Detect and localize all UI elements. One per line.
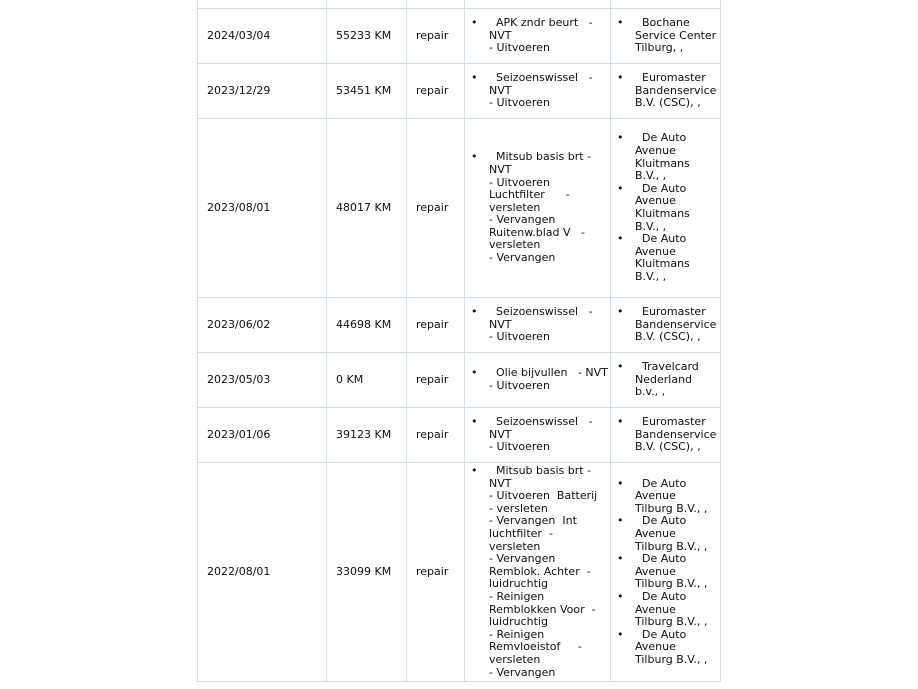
mileage-cell: 0 KM — [327, 353, 407, 408]
bullet-icon: • — [471, 150, 478, 164]
text-line: - Vervangen — [489, 213, 556, 227]
text-line: B.V., , — [635, 169, 667, 183]
text-line: De Auto — [635, 514, 687, 528]
date-cell: 2023/06/02 — [198, 298, 327, 353]
mileage-cell: 55233 KM — [327, 9, 407, 64]
work-item — [471, 416, 607, 454]
table-row — [198, 9, 721, 64]
garage-list — [617, 17, 717, 55]
bullet-icon: • — [617, 131, 624, 145]
text-line: Mitsub basis brt - — [489, 150, 592, 164]
text-line: Kluitmans — [635, 207, 690, 220]
text-line: Bandenservice — [635, 83, 717, 97]
text-line: - Uitvoeren — [489, 41, 550, 55]
work-cell — [465, 0, 611, 9]
work-list — [471, 367, 607, 392]
garage-cell — [611, 119, 721, 298]
garage-cell — [611, 353, 721, 408]
text-line: NVT — [489, 427, 512, 441]
bullet-icon: • — [617, 476, 624, 490]
text-line: Avenue — [635, 244, 676, 258]
garage-item — [617, 515, 717, 553]
text-line: NVT — [489, 317, 512, 331]
text-line: Remblokken Voor - — [489, 602, 596, 616]
bullet-icon: • — [617, 627, 624, 641]
garage-cell — [611, 64, 721, 119]
work-list — [471, 17, 607, 55]
mileage-cell: 33099 KM — [327, 463, 407, 682]
text-line: - Vervangen — [489, 251, 556, 265]
text-line: Tilburg B.V., , — [635, 577, 708, 591]
garage-cell — [611, 463, 721, 682]
text-line: B.V. (CSC), , — [635, 440, 701, 454]
garage-item — [617, 416, 717, 454]
text-line: Ruitenw.blad V - — [489, 225, 585, 239]
mileage-cell: 53451 KM — [327, 64, 407, 119]
bullet-icon: • — [617, 181, 624, 195]
bullet-icon: • — [471, 16, 478, 30]
work-item — [471, 367, 607, 392]
text-line: De Auto — [635, 552, 687, 566]
garage-list — [617, 72, 717, 110]
garage-list — [617, 416, 717, 454]
text-line: Avenue — [635, 489, 676, 503]
text-line: B.V., , — [635, 219, 667, 233]
text-line: b.v., , — [635, 385, 666, 399]
table-row — [198, 463, 721, 682]
text-line: Tilburg B.V., , — [635, 615, 708, 629]
maintenance-table — [197, 0, 721, 682]
text-line: Tilburg B.V., , — [635, 501, 708, 515]
garage-list — [617, 132, 717, 283]
work-list — [471, 465, 607, 679]
mileage-cell: 44698 KM — [327, 298, 407, 353]
text-line: Service Center — [635, 28, 717, 42]
garage-item — [617, 591, 717, 629]
garage-item — [617, 629, 717, 667]
text-line: Avenue — [635, 526, 676, 540]
text-line: Tilburg B.V., , — [635, 652, 708, 666]
text-line: Seizoenswissel - — [489, 305, 593, 319]
work-list — [471, 306, 607, 344]
table-row — [198, 408, 721, 463]
garage-item — [617, 17, 717, 55]
text-line: Euromaster — [635, 305, 706, 319]
mileage-cell: 39123 KM — [327, 408, 407, 463]
garage-item — [617, 306, 717, 344]
type-cell: repair — [407, 408, 465, 463]
text-line: versleten — [489, 200, 541, 214]
garage-cell — [611, 408, 721, 463]
text-line: NVT — [489, 476, 512, 490]
text-line: versleten — [489, 652, 541, 666]
text-line: Nederland — [635, 372, 693, 386]
text-line: versleten — [489, 238, 541, 252]
maintenance-table-body — [198, 0, 721, 682]
type-cell: repair — [407, 353, 465, 408]
work-list — [471, 151, 607, 264]
bullet-icon: • — [617, 232, 624, 246]
table-row-previous-partial — [198, 0, 721, 9]
garage-item — [617, 183, 717, 233]
text-line: - Reinigen — [489, 627, 545, 641]
text-line: - Uitvoeren Batterij — [489, 489, 598, 503]
work-cell — [465, 463, 611, 682]
text-line: De Auto — [635, 232, 687, 246]
table-row — [198, 298, 721, 353]
text-line: Seizoenswissel - — [489, 415, 593, 429]
text-line: Travelcard — [635, 360, 699, 374]
text-line: luchtfilter - — [489, 526, 553, 540]
text-line: De Auto — [635, 589, 687, 603]
work-item — [471, 465, 607, 679]
text-line: Tilburg, , — [635, 41, 684, 55]
work-cell — [465, 408, 611, 463]
bullet-icon: • — [617, 514, 624, 528]
text-line: Kluitmans — [635, 257, 690, 271]
bullet-icon: • — [471, 415, 478, 429]
type-cell: repair — [407, 119, 465, 298]
bullet-icon: • — [617, 305, 624, 319]
mileage-cell — [327, 0, 407, 9]
date-cell: 2023/05/03 — [198, 353, 327, 408]
text-line: - Uitvoeren — [489, 379, 550, 392]
text-line: Seizoenswissel - — [489, 71, 593, 85]
garage-cell — [611, 0, 721, 9]
date-cell: 2024/03/04 — [198, 9, 327, 64]
work-item — [471, 151, 607, 264]
work-item — [471, 306, 607, 344]
text-line: B.V. (CSC), , — [635, 96, 701, 110]
text-line: Bandenservice — [635, 427, 717, 441]
table-row — [198, 119, 721, 298]
date-cell — [198, 0, 327, 9]
garage-list — [617, 361, 717, 399]
text-line: De Auto — [635, 181, 687, 195]
text-line: Tilburg B.V., , — [635, 539, 708, 553]
maintenance-history — [197, 0, 721, 682]
bullet-icon: • — [471, 71, 478, 85]
date-cell: 2023/08/01 — [198, 119, 327, 298]
text-line: Avenue — [635, 602, 676, 616]
text-line: Mitsub basis brt - — [489, 464, 592, 477]
bullet-icon: • — [471, 366, 478, 380]
text-line: Kluitmans — [635, 156, 690, 170]
text-line: APK zndr beurt - — [489, 16, 593, 30]
text-line: - Uitvoeren — [489, 96, 550, 110]
work-list — [471, 72, 607, 110]
garage-cell — [611, 298, 721, 353]
work-item — [471, 17, 607, 55]
table-row — [198, 353, 721, 408]
text-line: luidruchtig — [489, 577, 548, 591]
text-line: - Vervangen Int — [489, 514, 577, 528]
text-line: De Auto — [635, 476, 687, 490]
type-cell: repair — [407, 9, 465, 64]
bullet-icon: • — [617, 360, 624, 374]
text-line: Euromaster — [635, 415, 706, 429]
garage-item — [617, 72, 717, 110]
text-line: Bandenservice — [635, 317, 717, 331]
bullet-icon: • — [617, 415, 624, 429]
text-line: - Uitvoeren — [489, 330, 550, 344]
text-line: Avenue — [635, 194, 676, 208]
date-cell: 2022/08/01 — [198, 463, 327, 682]
table-row — [198, 64, 721, 119]
garage-item — [617, 233, 717, 283]
mileage-cell: 48017 KM — [327, 119, 407, 298]
text-line: Bochane — [635, 16, 690, 30]
text-line: Avenue — [635, 564, 676, 578]
text-line: NVT — [489, 162, 512, 176]
work-list — [471, 416, 607, 454]
text-line: NVT — [489, 83, 512, 97]
work-cell — [465, 119, 611, 298]
bullet-icon: • — [471, 305, 478, 319]
text-line: Remvloeistof - — [489, 640, 582, 654]
text-line: - Uitvoeren — [489, 175, 550, 189]
text-line: - Uitvoeren — [489, 440, 550, 454]
bullet-icon: • — [617, 589, 624, 603]
work-cell — [465, 353, 611, 408]
bullet-icon: • — [471, 464, 478, 477]
text-line: B.V., , — [635, 269, 667, 283]
text-line: luidruchtig — [489, 615, 548, 629]
text-line: - versleten — [489, 501, 548, 515]
text-line: - Reinigen — [489, 589, 545, 603]
work-item — [471, 72, 607, 110]
text-line: Euromaster — [635, 71, 706, 85]
text-line: De Auto — [635, 131, 687, 145]
text-line: Avenue — [635, 144, 676, 158]
work-cell — [465, 9, 611, 64]
text-line: Avenue — [635, 640, 676, 654]
text-line: De Auto — [635, 627, 687, 641]
bullet-icon: • — [617, 71, 624, 85]
text-line: B.V. (CSC), , — [635, 330, 701, 344]
garage-item — [617, 478, 717, 516]
garage-cell — [611, 9, 721, 64]
text-line: versleten — [489, 539, 541, 553]
text-line: Luchtfilter - — [489, 188, 570, 202]
type-cell: repair — [407, 298, 465, 353]
date-cell: 2023/12/29 — [198, 64, 327, 119]
garage-item — [617, 361, 717, 399]
garage-item — [617, 132, 717, 182]
garage-item — [617, 553, 717, 591]
garage-list — [617, 478, 717, 667]
text-line: Remblok. Achter - — [489, 564, 591, 578]
bullet-icon: • — [617, 552, 624, 566]
work-cell — [465, 298, 611, 353]
type-cell: repair — [407, 463, 465, 682]
text-line: - Vervangen — [489, 665, 556, 679]
work-cell — [465, 64, 611, 119]
type-cell: repair — [407, 64, 465, 119]
garage-list — [617, 306, 717, 344]
text-line: NVT — [489, 28, 512, 42]
bullet-icon: • — [617, 16, 624, 30]
date-cell: 2023/01/06 — [198, 408, 327, 463]
text-line: Olie bijvullen - NVT — [489, 366, 608, 380]
text-line: - Vervangen — [489, 552, 556, 566]
type-cell — [407, 0, 465, 9]
